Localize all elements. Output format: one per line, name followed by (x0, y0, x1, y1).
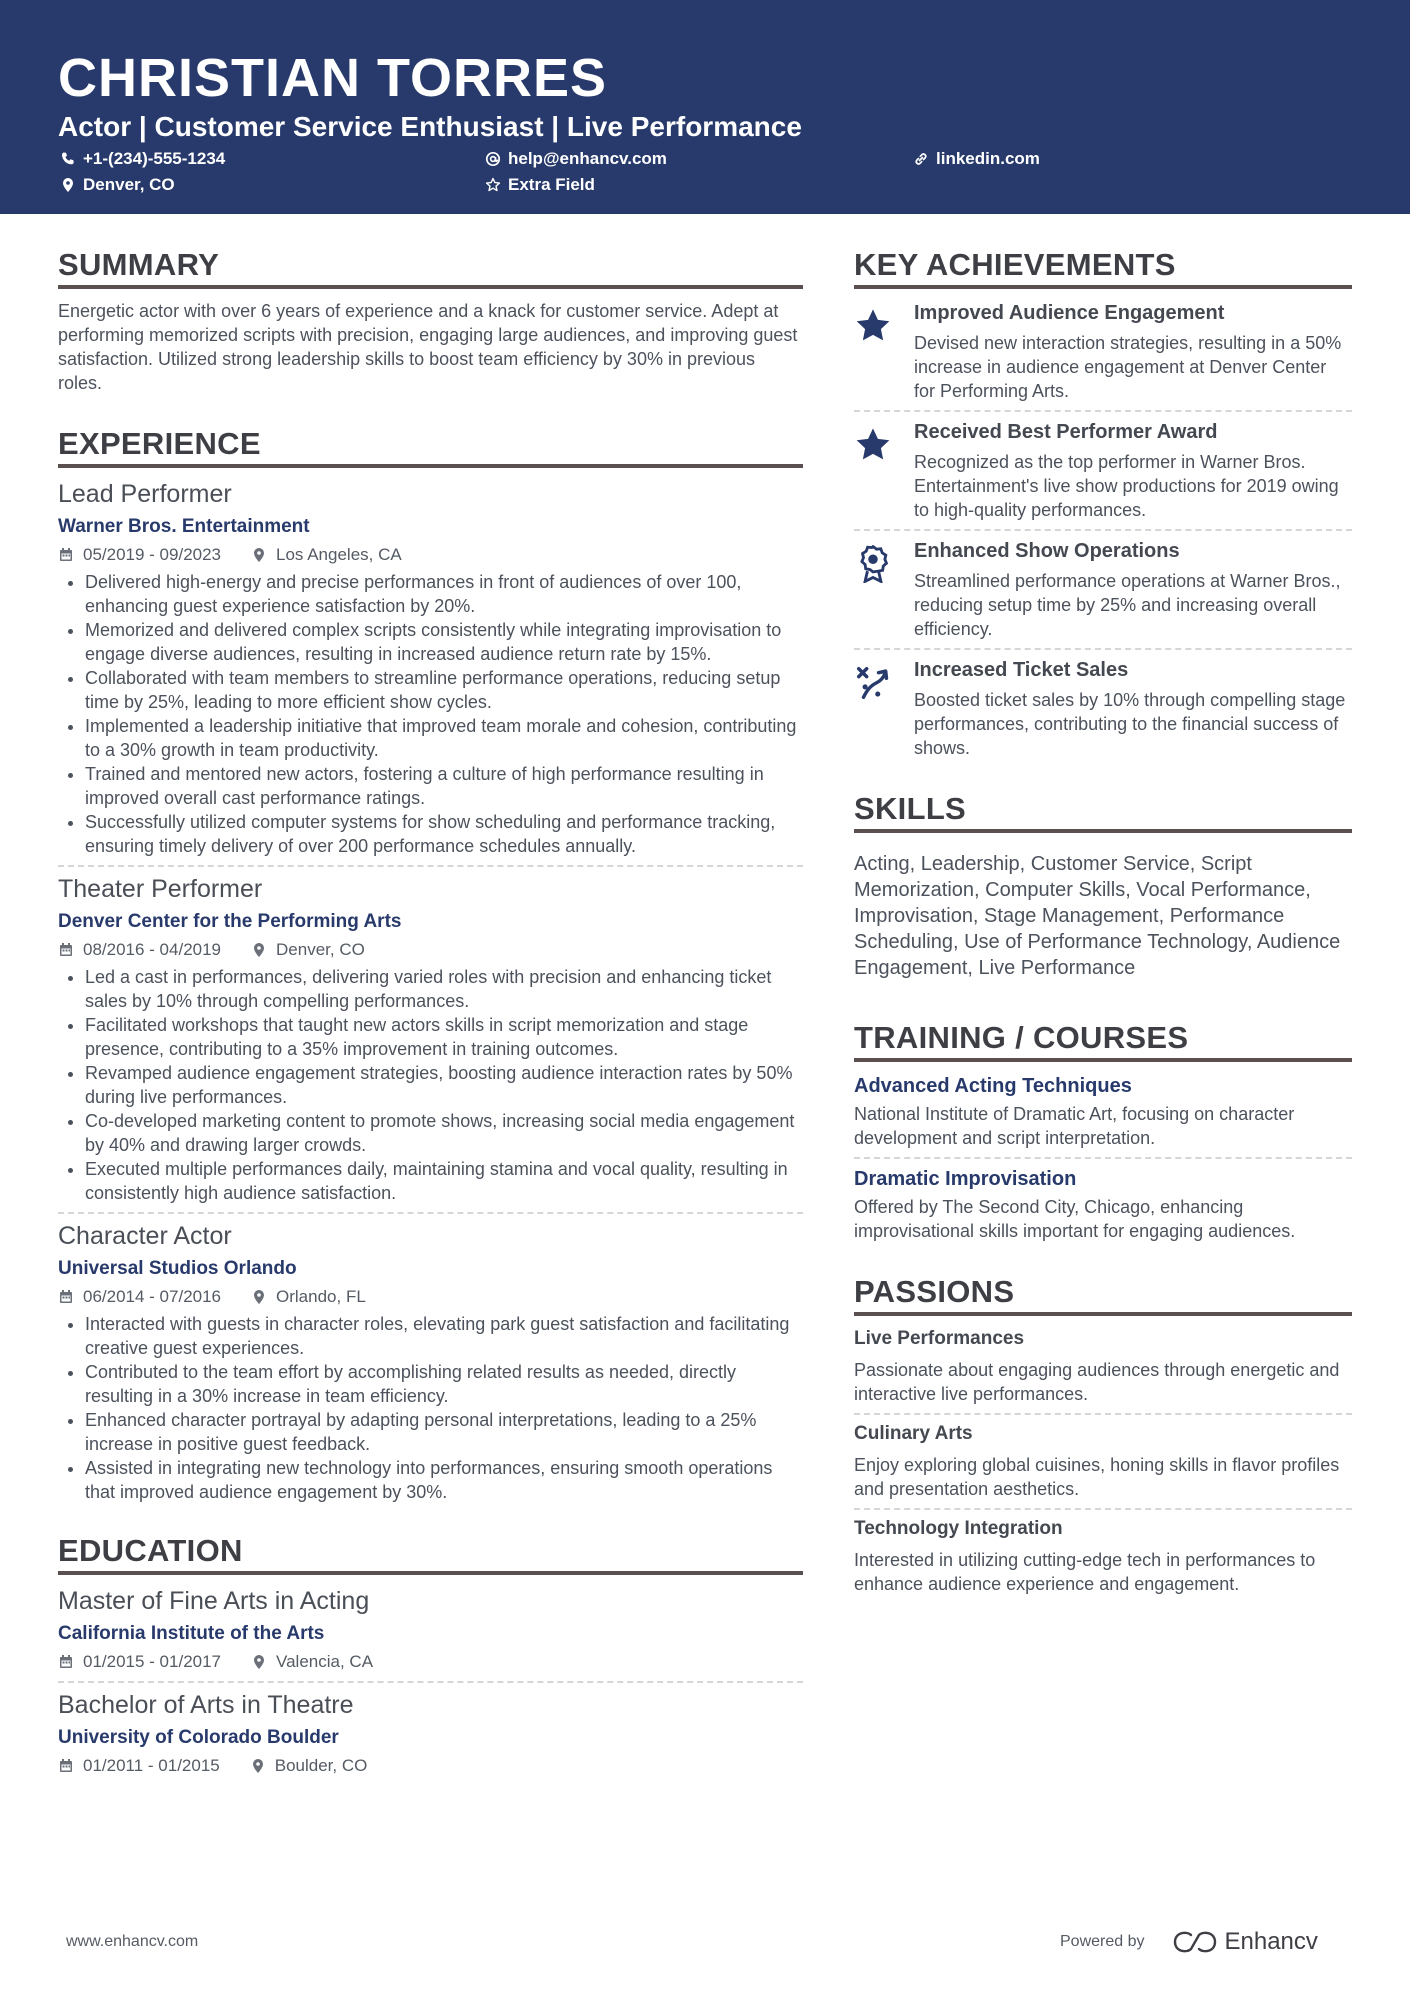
course-title: Advanced Acting Techniques (854, 1075, 1132, 1097)
job-bullet: • Collaborated with team members to streamline performance operations, reducing setup time by 25%, leading to more efficient show cycles. (85, 666, 803, 714)
right-column (854, 246, 1352, 1596)
summary-text: Energetic actor with over 6 years of experience and a knack for customer service. Adept at performing memorized scripts with precision, engaging large audiences, and improving guest satisfaction. Utilized strong leadership skills to boost team efficiency by 30% in previous roles. (58, 301, 798, 393)
course-desc: Offered by The Second City, Chicago, enhancing improvisational skills important for engaging audiences. (854, 1197, 1296, 1241)
item-divider (854, 1413, 1352, 1415)
job-location: Los Angeles, CA (276, 545, 402, 564)
job-bullet: • Successfully utilized computer systems for show scheduling and performance tracking, ensuring timely delivery of over 200 performance schedules annually. (85, 810, 803, 858)
skills-section (854, 790, 1352, 981)
calendar-icon (58, 547, 74, 563)
job-bullet: • Delivered high-energy and precise performances in front of audiences of over 100, enhancing guest experience satisfaction by 20%. (85, 570, 803, 618)
education-heading: EDUCATION (58, 1532, 803, 1575)
location-pin-icon (251, 1289, 267, 1305)
education-dates: 01/2011 - 01/2015 (83, 1756, 220, 1775)
calendar-icon (58, 1758, 74, 1774)
location-pin-icon (251, 547, 267, 563)
link-icon (913, 151, 929, 167)
job-dates: 06/2014 - 07/2016 (83, 1287, 222, 1306)
enhancv-logo-icon (1171, 1929, 1219, 1955)
candidate-tagline: Actor | Customer Service Enthusiast | Live Performance (58, 111, 802, 142)
candidate-name: CHRISTIAN TORRES (58, 48, 608, 108)
achievement-item (854, 656, 1352, 760)
job-title: Theater Performer (58, 875, 263, 903)
achievement-desc: Devised new interaction strategies, resulting in a 50% increase in audience engagement at Denver Center for Performing Arts. (914, 333, 1342, 401)
calendar-icon (58, 942, 74, 958)
achievement-desc: Streamlined performance operations at Warner Bros., reducing setup time by 25% and increasing overall efficiency. (914, 571, 1341, 639)
achievement-title: Improved Audience Engagement (914, 302, 1225, 324)
left-column (58, 246, 803, 1778)
passion-title: Culinary Arts (854, 1423, 973, 1444)
achievement-item (854, 299, 1352, 403)
item-divider (854, 648, 1352, 650)
course-title: Dramatic Improvisation (854, 1168, 1077, 1190)
job-bullet: • Enhanced character portrayal by adapting personal interpretations, leading to a 25% increase in positive guest feedback. (85, 1408, 803, 1456)
experience-section (58, 425, 803, 1504)
degree-title: Bachelor of Arts in Theatre (58, 1691, 354, 1719)
location-pin-icon (250, 1758, 266, 1774)
calendar-icon (58, 1654, 74, 1670)
footer-website-link[interactable]: www.enhancv.com (66, 1933, 199, 1950)
achievement-item (854, 418, 1352, 522)
passion-item (854, 1326, 1352, 1406)
job-bullet: • Revamped audience engagement strategies, boosting audience interaction rates by 50% during live performances. (85, 1061, 803, 1109)
job-dates: 05/2019 - 09/2023 (83, 545, 222, 564)
phone-icon (60, 151, 76, 167)
degree-title: Master of Fine Arts in Acting (58, 1587, 370, 1615)
linkedin-text: linkedin.com (936, 149, 1040, 168)
achievement-desc: Recognized as the top performer in Warner Bros. Entertainment's live show productions for 2019 owing to high-quality performances. (914, 452, 1339, 520)
job-title: Character Actor (58, 1222, 232, 1250)
company-name: Denver Center for the Performing Arts (58, 911, 402, 932)
passion-item (854, 1516, 1352, 1596)
job-bullet: • Facilitated workshops that taught new actors skills in script memorization and stage presence, contributing to a 35% improvement in training outcomes. (85, 1013, 803, 1061)
star-icon (854, 426, 892, 464)
school-name: University of Colorado Boulder (58, 1727, 339, 1748)
contact-linkedin[interactable] (913, 148, 1040, 170)
education-item (58, 1689, 803, 1778)
email-text: help@enhancv.com (508, 149, 667, 168)
item-divider (58, 865, 803, 867)
job-bullet: • Assisted in integrating new technology into performances, ensuring smooth operations that improved audience engagement by 30%. (85, 1456, 803, 1504)
summary-heading: SUMMARY (58, 246, 803, 289)
passion-desc: Passionate about engaging audiences through energetic and interactive live performances. (854, 1360, 1340, 1404)
calendar-icon (58, 1289, 74, 1305)
contact-extra (485, 174, 595, 196)
passions-heading: PASSIONS (854, 1273, 1352, 1316)
location-pin-icon (60, 177, 76, 193)
experience-item (58, 478, 803, 858)
job-bullet: • Memorized and delivered complex scripts consistently while integrating improvisation to engage diverse audiences, resulting in increased audience return rate by 15%. (85, 618, 803, 666)
job-location: Denver, CO (276, 940, 365, 959)
contact-email[interactable] (485, 148, 667, 170)
strategy-icon (854, 664, 892, 702)
company-name: Universal Studios Orlando (58, 1258, 297, 1279)
skills-heading: SKILLS (854, 790, 1352, 833)
item-divider (854, 529, 1352, 531)
achievement-title: Received Best Performer Award (914, 421, 1218, 443)
education-section (58, 1532, 803, 1778)
job-bullets (58, 1312, 803, 1504)
training-section (854, 1019, 1352, 1243)
job-bullet: • Co-developed marketing content to promote shows, increasing social media engagement by 40% and drawing larger crowds. (85, 1109, 803, 1157)
job-bullet: • Executed multiple performances daily, maintaining stamina and vocal quality, resulting in consistently high audience satisfaction. (85, 1157, 803, 1205)
item-divider (854, 410, 1352, 412)
achievement-title: Enhanced Show Operations (914, 540, 1180, 562)
resume-header (0, 0, 1410, 214)
location-text: Denver, CO (83, 175, 175, 194)
job-location: Orlando, FL (276, 1287, 366, 1306)
star-outline-icon (485, 177, 501, 193)
passion-desc: Enjoy exploring global cuisines, honing skills in flavor profiles and presentation aesthetics. (854, 1455, 1340, 1499)
education-item (58, 1585, 803, 1674)
extra-field-text: Extra Field (508, 175, 595, 194)
item-divider (58, 1212, 803, 1214)
contact-location (60, 174, 175, 196)
powered-by-label: Powered by (1060, 1933, 1145, 1950)
experience-item (58, 873, 803, 1205)
footer-branding (1060, 1928, 1318, 1956)
achievements-heading: KEY ACHIEVEMENTS (854, 246, 1352, 289)
job-bullet: • Interacted with guests in character roles, elevating park guest satisfaction and facilitating creative guest experiences. (85, 1312, 803, 1360)
experience-item (58, 1220, 803, 1504)
passion-title: Technology Integration (854, 1518, 1063, 1539)
location-pin-icon (251, 1654, 267, 1670)
passion-desc: Interested in utilizing cutting-edge tech in performances to enhance audience experience and engagement. (854, 1550, 1316, 1594)
job-title: Lead Performer (58, 480, 232, 508)
summary-section (58, 246, 803, 395)
company-name: Warner Bros. Entertainment (58, 516, 310, 537)
school-name: California Institute of the Arts (58, 1623, 325, 1644)
achievement-desc: Boosted ticket sales by 10% through compelling stage performances, contributing to the financial success of shows. (914, 690, 1346, 758)
achievements-section (854, 246, 1352, 760)
item-divider (854, 1157, 1352, 1159)
award-icon (854, 545, 892, 583)
education-meta (58, 1754, 803, 1778)
achievement-title: Increased Ticket Sales (914, 659, 1129, 681)
contact-phone[interactable] (60, 148, 225, 170)
job-dates: 08/2016 - 04/2019 (83, 940, 222, 959)
item-divider (854, 1508, 1352, 1510)
course-desc: National Institute of Dramatic Art, focusing on character development and script interpretation. (854, 1104, 1295, 1148)
course-item (854, 1072, 1352, 1150)
job-bullet: • Trained and mentored new actors, fostering a culture of high performance resulting in improved overall cast performance ratings. (85, 762, 803, 810)
education-location: Boulder, CO (274, 1756, 368, 1775)
star-icon (854, 307, 892, 345)
job-bullet: • Contributed to the team effort by accomplishing related results as needed, directly resulting in a 30% increase in team efficiency. (85, 1360, 803, 1408)
education-location: Valencia, CA (276, 1652, 374, 1671)
location-pin-icon (251, 942, 267, 958)
passion-title: Live Performances (854, 1328, 1025, 1349)
phone-text: +1-(234)-555-1234 (83, 149, 226, 168)
job-bullet: • Implemented a leadership initiative that improved team morale and cohesion, contributing to a 30% growth in team productivity. (85, 714, 803, 762)
job-bullets (58, 965, 803, 1205)
at-icon (485, 151, 501, 167)
skills-text: Acting, Leadership, Customer Service, Script Memorization, Computer Skills, Vocal Performance, Improvisation, Stage Management, Performance Scheduling, Use of Performance Technology, Audience Engagement, Live Performance (854, 853, 1341, 979)
education-dates: 01/2015 - 01/2017 (83, 1652, 222, 1671)
passion-item (854, 1421, 1352, 1501)
item-divider (58, 1681, 803, 1683)
training-heading: TRAINING / COURSES (854, 1019, 1352, 1062)
job-meta (58, 1285, 803, 1309)
education-meta (58, 1650, 803, 1674)
passions-section (854, 1273, 1352, 1596)
achievement-item (854, 537, 1352, 641)
job-meta (58, 543, 803, 567)
experience-heading: EXPERIENCE (58, 425, 803, 468)
job-meta (58, 938, 803, 962)
enhancv-logo-text: Enhancv (1224, 1928, 1318, 1955)
job-bullets (58, 570, 803, 858)
course-item (854, 1165, 1352, 1243)
job-bullet: • Led a cast in performances, delivering varied roles with precision and enhancing ticket sales by 10% through compelling performances. (85, 965, 803, 1013)
enhancv-logo[interactable] (1171, 1928, 1318, 1956)
